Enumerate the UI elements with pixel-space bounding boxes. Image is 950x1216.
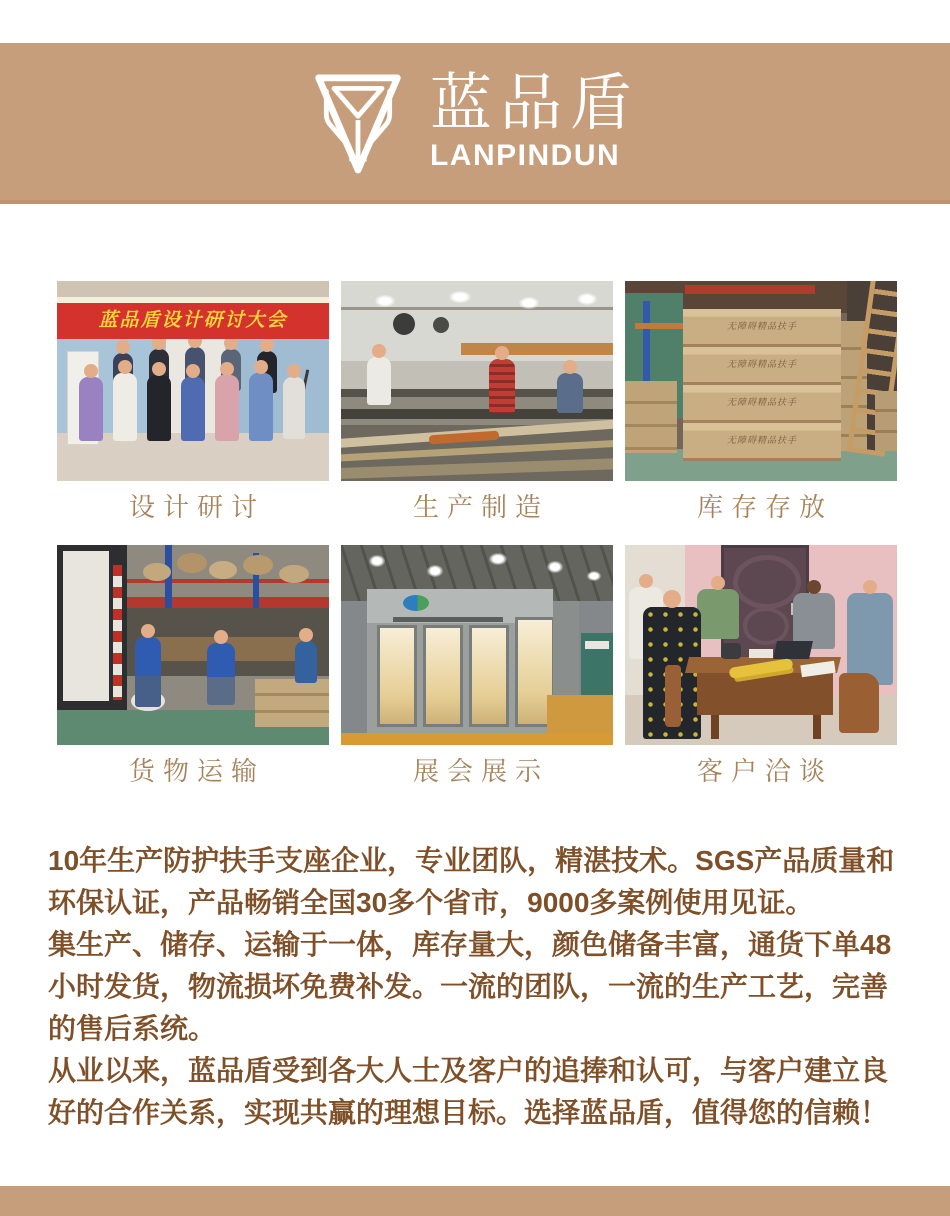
table-leg [813,715,821,739]
gallery-item-exhibition [341,545,613,789]
person [147,375,171,441]
company-intro [0,840,950,1134]
photo-production [341,281,613,481]
truck-container-wall [63,551,109,701]
gallery-item-meeting [625,545,897,789]
photo-caption: 货物运输 [128,757,265,786]
carton-pile-left [625,381,677,453]
intro-text-line: 小时发货，物流损坏免费补发。一流的团队，一流的生产工艺，完善 [48,971,889,1002]
booth-sign-text [393,617,503,622]
document-paper [749,649,773,658]
carton-box: 无障碍精品扶手 [683,385,841,423]
tea-kettle [721,643,741,659]
wooden-chair [839,673,879,733]
gallery-item-design-seminar [57,281,329,525]
carton-box: 无障碍精品扶手 [683,347,841,385]
person [181,377,205,441]
photo-caption: 生产制造 [412,493,549,522]
neighbor-booth-sign [585,641,609,649]
carton-box: 无障碍精品扶手 [683,423,841,461]
intro-text-line: 好的合作关系，实现共赢的理想目标。选择蓝品盾，值得您的信赖！ [48,1097,889,1128]
worker-blue-shirt [135,637,161,707]
meeting-table-front [697,673,833,715]
booth-logo [403,595,429,611]
person [215,375,239,441]
hall-floor-strip [341,733,613,745]
photo-gallery [57,281,897,789]
brand-name-english: LANPINDUN [429,138,621,172]
photo-logistics [57,545,329,745]
ceiling-lamp [489,553,507,565]
photo-exhibition [341,545,613,745]
brand-header-band [0,43,950,204]
ceiling-lamp [375,295,395,307]
door-arc [733,555,801,609]
photo-caption: 展会展示 [412,757,549,786]
brand-footer-band [0,1186,950,1216]
industrial-fan [393,313,415,335]
display-window [469,625,509,727]
gallery-item-logistics [57,545,329,789]
sack [243,555,273,575]
brand-name-chinese: 蓝品盾 [429,68,640,138]
ceiling-lamp [369,555,385,567]
photo-design-seminar [57,281,329,481]
roof-truss [341,307,613,310]
worker-blue-shirt [207,643,235,705]
sack [177,553,207,573]
worker-striped-shirt [489,359,515,413]
seminar-banner: 蓝品盾设计研讨大会 [57,303,329,339]
sack [209,561,237,579]
intro-text-line: 从业以来，蓝品盾受到各大人士及客户的追捧和认可，与客户建立良 [48,1055,889,1086]
shield-logo-icon [310,66,406,178]
pipe-stack [341,458,613,479]
person [283,377,305,439]
intro-text-line: 集生产、储存、运输于一体，库存量大，颜色储备丰富，通货下单48 [48,929,892,960]
rack-beam-orange [635,323,683,329]
worker-blue-shirt [295,641,317,683]
host-blue-shirt [847,593,893,685]
carton-box: 无障碍精品扶手 [683,309,841,347]
door-arc [743,607,789,645]
industrial-fan [433,317,449,333]
intro-text-line: 环保认证，产品畅销全国30多个省市，9000多案例使用见证。 [48,887,814,918]
display-window [377,625,417,727]
photo-meeting [625,545,897,745]
visitor-green-shirt [697,589,739,639]
carton-stack [255,679,329,727]
gallery-item-warehouse [625,281,897,525]
ceiling-lamp [449,291,471,303]
ceiling-lamp [587,571,601,581]
gallery-item-production [341,281,613,525]
brand-logo-text [429,68,640,172]
red-banner-far [685,285,815,294]
table-leg [711,715,719,739]
overhead-beam [461,343,613,355]
worker-white-shirt [367,357,391,405]
photo-caption: 库存存放 [696,493,833,522]
intro-text-line: 10年生产防护扶手支座企业，专业团队，精湛技术。SGS产品质量和 [48,845,895,876]
mezzanine-beam-red [127,597,329,608]
intro-text-line: 的售后系统。 [48,1013,217,1044]
person [113,373,137,441]
photo-caption: 设计研讨 [128,493,265,522]
sack [143,563,171,581]
ceiling-lamp [427,565,443,577]
laptop [773,641,813,659]
ceiling-lamp [519,297,539,309]
worker [557,373,583,413]
person [79,377,103,441]
ceiling [57,281,329,297]
ceiling-lamp [577,293,597,305]
brand-logo [310,66,640,178]
ceiling-lamp [547,561,563,573]
wooden-chair [665,665,681,727]
photo-caption: 客户洽谈 [696,757,833,786]
photo-warehouse [625,281,897,481]
sack [279,565,309,583]
carton-pile-right [875,391,897,451]
display-window [423,625,463,727]
person [249,373,273,441]
truck-door-stripe [113,565,122,700]
